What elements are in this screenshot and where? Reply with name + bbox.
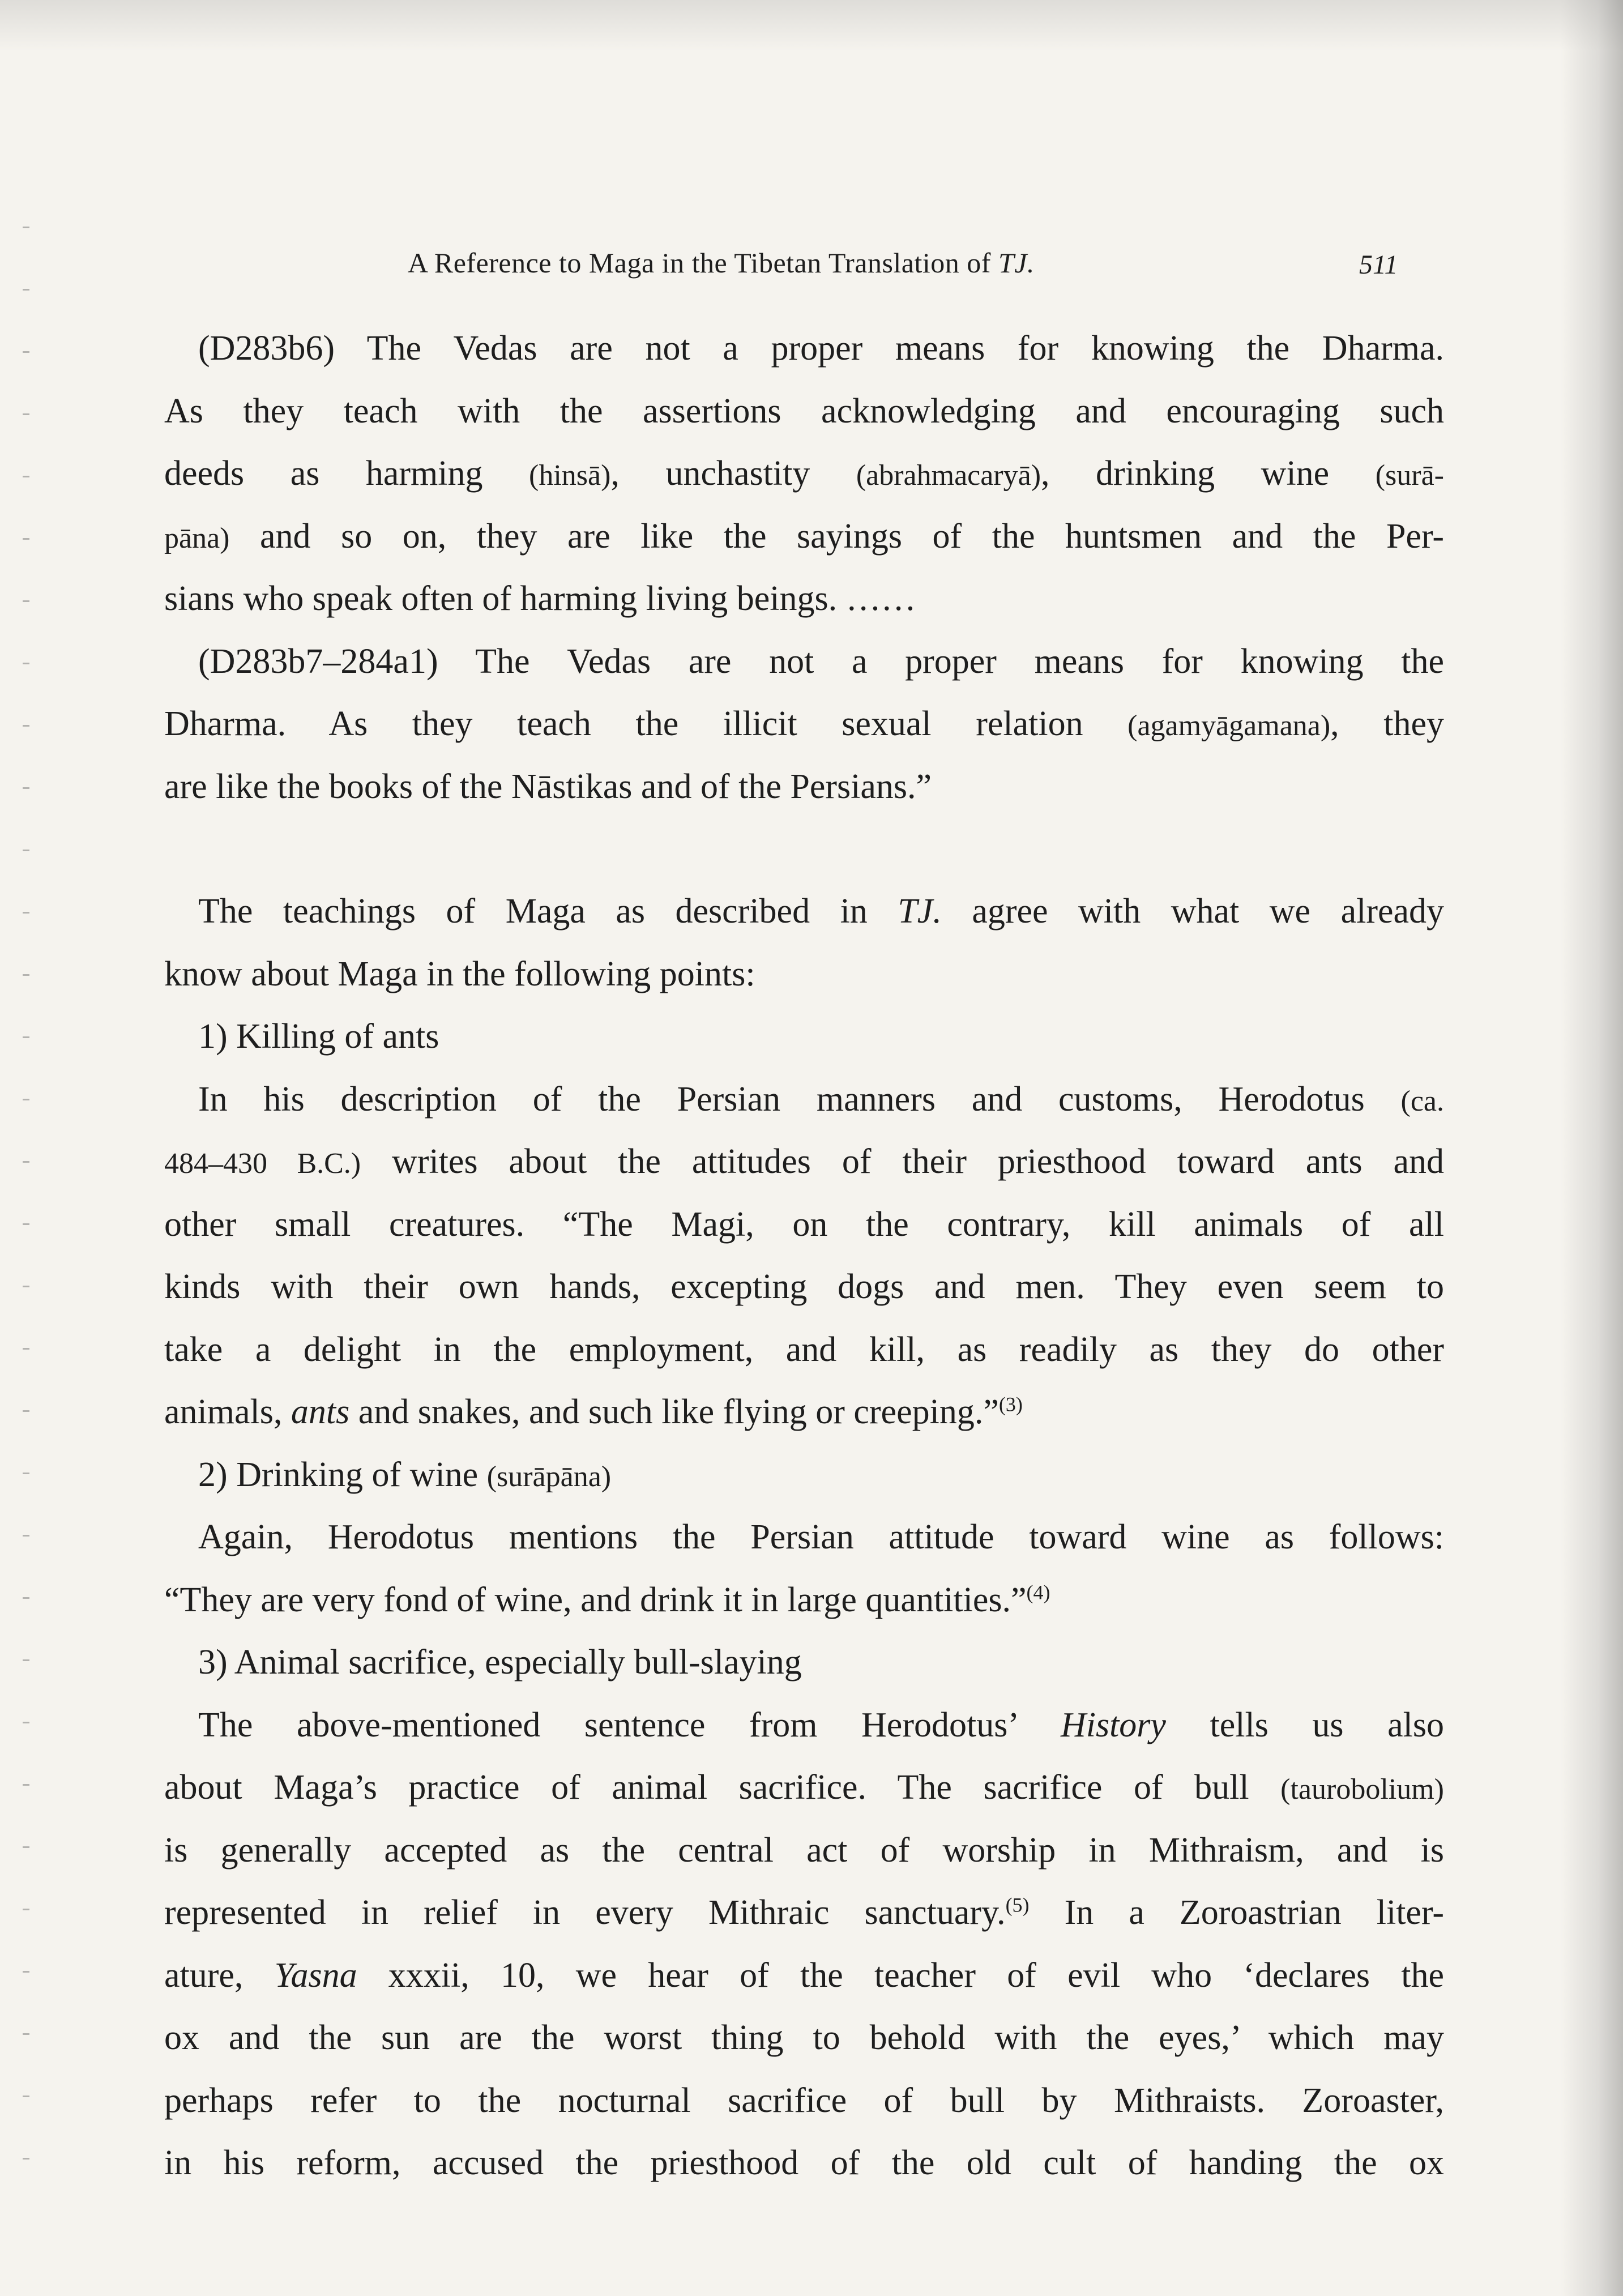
footnote-ref: (5)	[1005, 1893, 1030, 1917]
line-text: “They are very fond of wine, and drink it in large quantities.”	[164, 1580, 1027, 1619]
term: (agamyāgamana)	[1127, 710, 1331, 742]
line-text: 484–430	[164, 1147, 297, 1180]
term: (hinsā)	[529, 459, 611, 492]
text-line	[164, 880, 1444, 943]
line-text: perhaps refer to the nocturnal sacrifice of bull by Mithraists. Zoroaster,	[164, 2081, 1444, 2120]
list-heading	[164, 1631, 1444, 1694]
text-line	[164, 693, 1444, 756]
line-text: Dharma. As they teach the illicit sexual relation	[164, 705, 1128, 743]
line-text: 1) Killing of ants	[198, 1017, 439, 1056]
text-line	[164, 2007, 1444, 2069]
line-text: are like the books of the Nāstikas and of the Persians.”	[164, 767, 932, 806]
text-line	[164, 380, 1444, 443]
text-line	[164, 1756, 1444, 1819]
list-heading	[164, 1444, 1444, 1507]
line-text: 2) Drinking of wine	[198, 1455, 487, 1494]
text-line	[164, 1881, 1444, 1944]
page-number: 511	[1359, 250, 1398, 280]
term: (surā-	[1375, 459, 1444, 492]
line-text: , unchastity	[610, 454, 856, 493]
line-text: represented in relief in every Mithraic sanctuary.	[164, 1893, 1006, 1932]
line-text: (D283b7–284a1) The Vedas are not a proper means for knowing the	[198, 642, 1444, 681]
line-text: 3) Animal sacrifice, especially bull-slaying	[198, 1643, 802, 1682]
line-text: Again, Herodotus mentions the Persian attitude toward wine as follows:	[198, 1518, 1444, 1556]
italic-text: Yasna	[274, 1956, 357, 1995]
line-text: animals,	[164, 1393, 291, 1431]
footnote-ref: (3)	[998, 1393, 1023, 1416]
line-text: , they	[1330, 705, 1444, 743]
text-line	[164, 1694, 1444, 1757]
term: (abrahmacaryā)	[856, 459, 1041, 492]
text-line	[164, 756, 1444, 818]
running-head	[408, 246, 1478, 279]
line-text: (D283b6) The Vedas are not a proper means for knowing the Dharma.	[198, 329, 1444, 368]
text-line	[164, 442, 1444, 505]
term: (surāpāna)	[486, 1460, 612, 1493]
line-text: ature,	[164, 1956, 275, 1995]
line-text: ox and the sun are the worst thing to behold with the eyes,’ which may	[164, 2018, 1444, 2057]
text-line	[164, 2132, 1444, 2195]
text-line	[164, 1506, 1444, 1569]
text-line	[164, 317, 1444, 380]
text-line	[164, 1068, 1444, 1131]
term: pāna)	[164, 522, 230, 554]
text-line	[164, 2069, 1444, 2132]
text-line	[164, 1819, 1444, 1882]
line-text: As they teach with the assertions acknowledging and encouraging such	[164, 391, 1444, 430]
line-text: take a delight in the employment, and kill, as readily as they do other	[164, 1330, 1444, 1369]
footnote-ref: (4)	[1026, 1580, 1050, 1603]
line-text: kinds with their own hands, excepting dogs and men. They even seem to	[164, 1268, 1444, 1306]
line-text: In a Zoroastrian liter-	[1029, 1893, 1445, 1932]
line-text: about Maga’s practice of animal sacrifice. The sacrifice of bull	[164, 1768, 1281, 1807]
italic-text: History	[1060, 1705, 1166, 1744]
line-text: , drinking wine	[1041, 454, 1376, 493]
line-text: know about Maga in the following points:	[164, 954, 755, 993]
italic-text: ants	[291, 1393, 350, 1431]
body-text	[164, 317, 1444, 2195]
line-text: in his reform, accused the priesthood of the old cult of handing the ox	[164, 2144, 1444, 2182]
scan-shadow-right	[1561, 0, 1623, 2296]
term: (ca.	[1400, 1085, 1444, 1117]
line-text: In his description of the Persian manners and customs, Herodotus	[198, 1079, 1401, 1119]
line-text: deeds as harming	[164, 454, 529, 493]
text-line	[164, 1569, 1444, 1632]
line-text: agree with what we already	[941, 892, 1445, 931]
term: (taurobolium)	[1280, 1773, 1444, 1806]
text-line	[164, 1256, 1444, 1318]
line-text: and snakes, and such like flying or creeping.”	[349, 1393, 999, 1431]
paragraph-gap	[164, 818, 1444, 880]
running-head-italic: TJ.	[998, 247, 1035, 279]
margin-marks	[23, 227, 29, 2209]
running-head-text: A Reference to Maga in the Tibetan Translation of	[408, 247, 998, 279]
text-line	[164, 943, 1444, 1006]
line-text: is generally accepted as the central act of worship in Mithraism, and is	[164, 1830, 1444, 1870]
line-text: sians who speak often of harming living beings. ……	[164, 579, 916, 618]
scan-shadow-top	[0, 0, 1623, 51]
line-text: and so on, they are like the sayings of the huntsmen and the Per-	[229, 517, 1444, 556]
text-line	[164, 567, 1444, 630]
line-text: writes about the attitudes of their priesthood toward ants and	[361, 1142, 1445, 1181]
italic-text: TJ.	[898, 892, 942, 931]
list-heading	[164, 1005, 1444, 1068]
term: B.C.)	[297, 1147, 361, 1180]
text-line	[164, 630, 1444, 693]
text-line	[164, 1130, 1444, 1193]
text-line	[164, 1944, 1444, 2007]
text-line	[164, 1193, 1444, 1256]
line-text: tells us also	[1165, 1705, 1444, 1744]
text-line	[164, 505, 1444, 568]
line-text: The above-mentioned sentence from Herodotus’	[198, 1705, 1061, 1744]
line-text: xxxii, 10, we hear of the teacher of evil who ‘declares the	[357, 1956, 1444, 1995]
text-line	[164, 1381, 1444, 1444]
line-text: other small creatures. “The Magi, on the contrary, kill animals of all	[164, 1205, 1444, 1244]
text-line	[164, 1318, 1444, 1381]
line-text: The teachings of Maga as described in	[198, 892, 898, 931]
